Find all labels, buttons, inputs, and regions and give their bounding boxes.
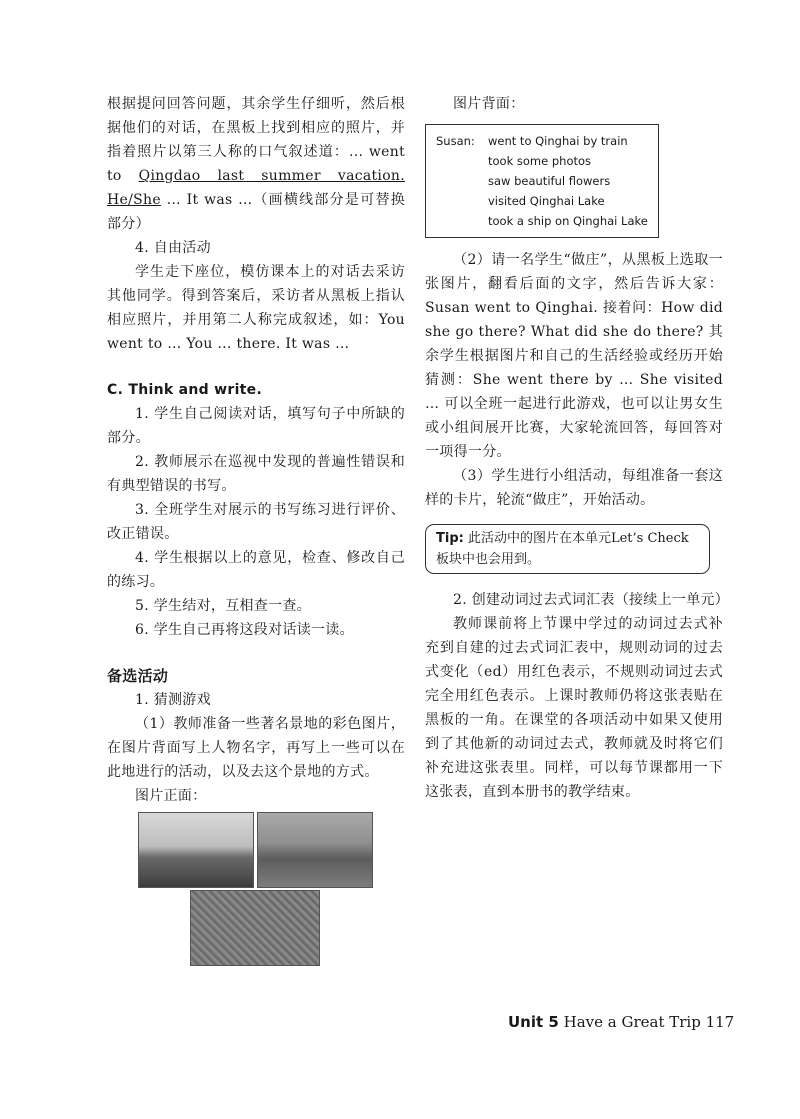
section-c-heading: C. Think and write. [107,382,263,398]
guessing-game-step-1: （1）教师准备一些著名景地的彩色图片，在图片背面写上人物名字，再写上一些可以在此地进行的活动，以及去这个景地的方式。 [107,716,405,780]
c-step-6: 6. 学生自己再将这段对话读一读。 [135,622,354,638]
c-step-2: 2. 教师展示在巡视中发现的普遍性错误和有典型错误的书写。 [107,454,405,494]
picture-back-label: 图片背面： [453,96,525,112]
guessing-game-step-2: （2）请一名学生“做庄”，从黑板上选取一张图片，翻看后面的文字，然后告诉大家：Susan went to Qinghai. 接着问：How did she go there? What did she do there? 其余学生根据图片和自己的生活经验或经历开始猜测：She went there by … She visited … 可以全班一起进行此游戏，也可以让男女生或小组间展开比赛，大家轮流回答，每回答对一项得一分。 [425,252,723,460]
vocab-table-paragraph: 教师课前将上节课中学过的动词过去式补充到自建的过去式词汇表中，规则动词的过去式变化（ed）用红色表示，不规则动词过去式完全用红色表示。上课时教师仍将这张表贴在黑板的一角。在课堂的各项活动中如果又使用到了其他新的动词过去式，教师就及时将它们补充进这张表里。同样，可以每节课都用一下这张表，直到本册书的教学结束。 [425,616,723,800]
intro-end: … It was …（画横线部分是可替换部分） [107,192,405,232]
photo-lake-shore [257,812,373,888]
tip-text: 此活动中的图片在本单元Let’s Check板块中也会用到。 [436,531,689,567]
picture-back-card [425,124,659,238]
item-4-heading: 4. 自由活动 [135,240,211,256]
unit-label: Unit 5 [508,1013,559,1031]
card-person-name: Susan: [436,134,475,148]
photo-group [107,812,405,972]
c-step-5: 5. 学生结对，互相查一查。 [135,598,312,614]
card-activity: took some photos [488,154,592,168]
right-column [425,92,730,804]
c-step-4: 4. 学生根据以上的意见，检查、修改自己的练习。 [107,550,405,590]
c-step-1: 1. 学生自己阅读对话，填写句子中所缺的部分。 [107,406,405,446]
card-activity: visited Qinghai Lake [488,194,605,208]
photo-seaside-lighthouse [138,812,254,888]
tip-box [425,524,710,574]
underlined-pronoun: He/She [107,192,161,208]
left-column [107,92,405,972]
underlined-place: Qingdao last summer vacation. [138,168,405,184]
tip-label: Tip: [436,531,464,546]
photo-flower-field [190,890,320,966]
vocab-table-heading: 2. 创建动词过去式词汇表（接续上一单元） [453,592,730,608]
unit-title: Have a Great Trip [558,1013,706,1031]
card-activity: went to Qinghai by train [488,134,628,148]
card-activity: took a ship on Qinghai Lake [488,214,648,228]
picture-front-label: 图片正面： [135,788,207,804]
free-activity-paragraph: 学生走下座位，模仿课本上的对话去采访其他同学。得到答案后，采访者从黑板上指认相应照片，并用第二人称完成叙述，如：You went to … You … there. It was … [107,264,405,352]
intro-paragraph [107,92,405,236]
optional-activities-heading: 备选活动 [107,667,169,685]
c-step-3: 3. 全班学生对展示的书写练习进行评价、改正错误。 [107,502,405,542]
card-activity: saw beautiful flowers [488,174,611,188]
page-number: 117 [705,1013,735,1031]
guessing-game-step-3: （3）学生进行小组活动，每组准备一套这样的卡片，轮流“做庄”，开始活动。 [425,468,723,508]
card-activity-list [488,131,648,231]
intro-text: 根据提问回答问题，其余学生仔细听，然后根据他们的对话，在黑板上找到相应的照片，并指着照片以第三人称的口气叙述道：... went to [107,96,405,184]
page-footer [508,1013,734,1031]
guessing-game-heading: 1. 猜测游戏 [135,692,211,708]
